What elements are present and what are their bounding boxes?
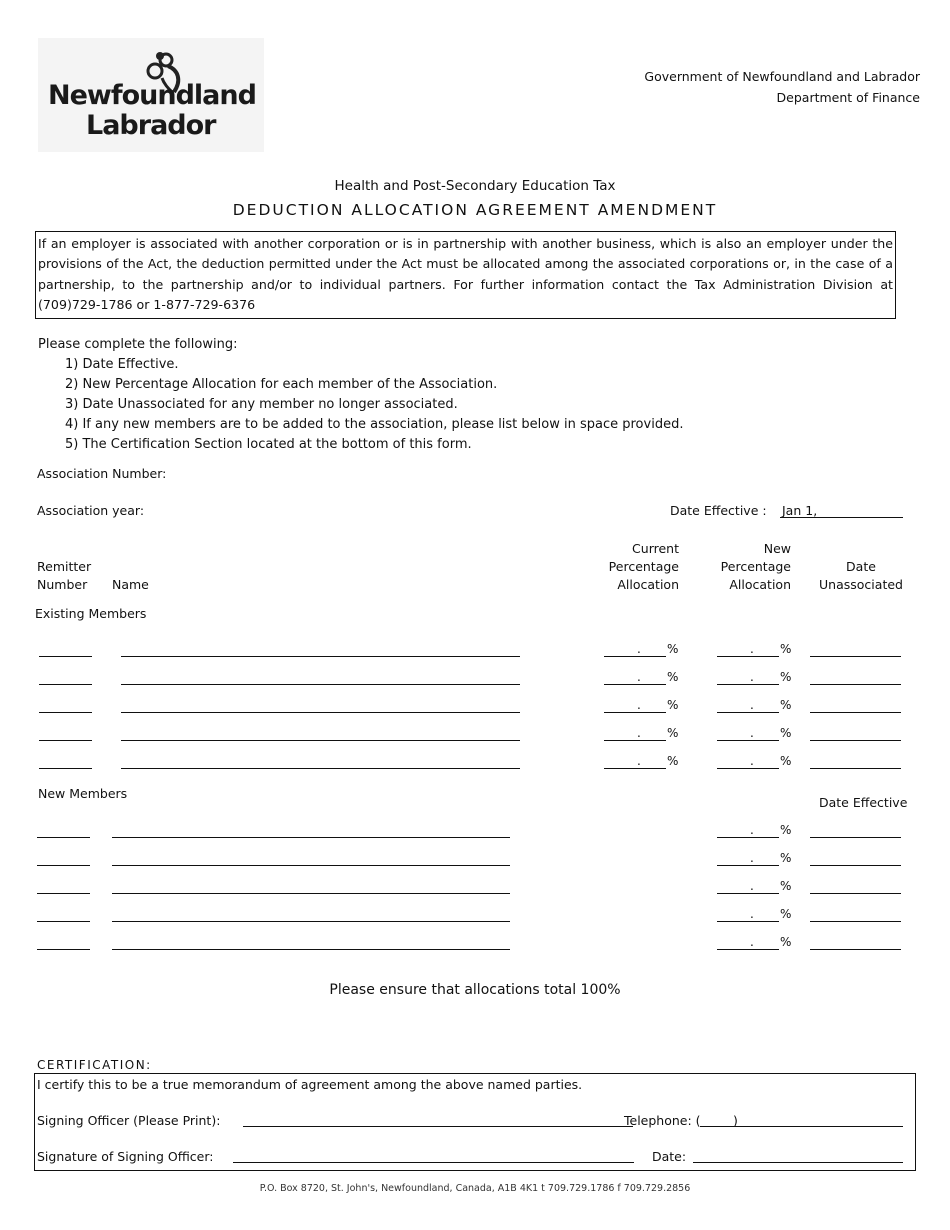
current-percentage-field[interactable] [604, 740, 666, 741]
new-percentage-field[interactable] [717, 656, 779, 657]
member-name-field[interactable] [112, 893, 510, 894]
date-unassociated-field[interactable] [810, 656, 901, 657]
decimal-point: . [637, 642, 641, 656]
logo [38, 38, 264, 152]
notice-box: If an employer is associated with another corporation or is in partnership with another business, which is also an employer under the provisions of the Act, the deduction permitted under the Act must be allocated among the associated corporations or, in the case of a partnership, to the partnership and/or to individual partners. For further information contact the Tax Administration Division at (709)729-1786 or 1-877-729-6376 [35, 231, 896, 319]
new-percentage-field[interactable] [717, 768, 779, 769]
decimal-point: . [637, 698, 641, 712]
member-name-field[interactable] [112, 837, 510, 838]
date-unassociated-field[interactable] [810, 768, 901, 769]
instruction-item: 1) Date Effective. [65, 357, 179, 372]
member-name-field[interactable] [121, 768, 520, 769]
instruction-item: 4) If any new members are to be added to the association, please list below in space provided. [65, 417, 684, 432]
date-unassociated-field[interactable] [810, 684, 901, 685]
new-percentage-field[interactable] [717, 712, 779, 713]
date-effective-field[interactable] [810, 893, 901, 894]
remitter-number-field[interactable] [39, 740, 92, 741]
current-allocation-header: Current Percentage Allocation [608, 541, 679, 592]
current-percentage-field[interactable] [604, 684, 666, 685]
date-effective-field[interactable] [810, 865, 901, 866]
new-percentage-field[interactable] [717, 865, 779, 866]
member-name-field[interactable] [121, 740, 520, 741]
name-header: Name [112, 577, 149, 592]
member-name-field[interactable] [112, 949, 510, 950]
department-name: Department of Finance [776, 90, 920, 105]
decimal-point: . [637, 726, 641, 740]
association-year-label: Association year: [37, 503, 145, 518]
telephone-field[interactable] [700, 1126, 903, 1127]
new-percentage-field[interactable] [717, 921, 779, 922]
remitter-number-field[interactable] [39, 768, 92, 769]
footer-address: P.O. Box 8720, St. John's, Newfoundland, Canada, A1B 4K1 t 709.729.1786 f 709.729.2856 [259, 1183, 691, 1194]
percent-sign: % [667, 642, 679, 656]
new-percentage-field[interactable] [717, 893, 779, 894]
decimal-point: . [750, 879, 754, 893]
signature-label: Signature of Signing Officer: [37, 1149, 214, 1164]
existing-members-label: Existing Members [35, 606, 147, 621]
form-title: DEDUCTION ALLOCATION AGREEMENT AMENDMENT [232, 201, 718, 219]
decimal-point: . [750, 642, 754, 656]
decimal-point: . [750, 698, 754, 712]
instruction-item: 2) New Percentage Allocation for each member of the Association. [65, 377, 498, 392]
association-number-label: Association Number: [37, 466, 167, 481]
certification-statement: I certify this to be a true memorandum of agreement among the above named parties. [37, 1077, 583, 1092]
date-effective-value[interactable]: Jan 1, [782, 503, 818, 518]
decimal-point: . [750, 670, 754, 684]
new-allocation-header: New Percentage Allocation [720, 541, 791, 592]
remitter-header: Remitter Number [37, 559, 92, 592]
current-percentage-field[interactable] [604, 768, 666, 769]
new-percentage-field[interactable] [717, 740, 779, 741]
date-effective-field[interactable] [810, 837, 901, 838]
instruction-item: 5) The Certification Section located at the bottom of this form. [65, 437, 472, 452]
decimal-point: . [637, 670, 641, 684]
decimal-point: . [750, 907, 754, 921]
date-field[interactable] [693, 1162, 903, 1163]
remitter-number-field[interactable] [37, 893, 90, 894]
member-name-field[interactable] [121, 684, 520, 685]
decimal-point: . [750, 935, 754, 949]
form-subtitle: Health and Post-Secondary Education Tax [334, 178, 616, 194]
new-members-label: New Members [38, 786, 128, 801]
percent-sign: % [780, 642, 792, 656]
government-name: Government of Newfoundland and Labrador [644, 69, 920, 84]
member-name-field[interactable] [121, 656, 520, 657]
date-effective-field[interactable] [810, 949, 901, 950]
new-percentage-field[interactable] [717, 684, 779, 685]
telephone-close-paren: ) [733, 1113, 738, 1128]
signing-officer-field[interactable] [243, 1126, 633, 1127]
decimal-point: . [750, 823, 754, 837]
date-unassociated-field[interactable] [810, 712, 901, 713]
date-label: Date: [652, 1149, 687, 1164]
percent-sign: % [780, 935, 792, 949]
member-name-field[interactable] [112, 921, 510, 922]
percent-sign: % [667, 670, 679, 684]
percent-sign: % [780, 726, 792, 740]
new-percentage-field[interactable] [717, 837, 779, 838]
current-percentage-field[interactable] [604, 656, 666, 657]
new-percentage-field[interactable] [717, 949, 779, 950]
percent-sign: % [780, 670, 792, 684]
date-unassociated-header: Date Unassociated [819, 559, 903, 592]
remitter-number-field[interactable] [37, 837, 90, 838]
remitter-number-field[interactable] [39, 656, 92, 657]
member-name-field[interactable] [112, 865, 510, 866]
percent-sign: % [780, 698, 792, 712]
percent-sign: % [667, 698, 679, 712]
percent-sign: % [780, 754, 792, 768]
signature-field[interactable] [233, 1162, 634, 1163]
certification-heading: CERTIFICATION: [37, 1058, 152, 1072]
remitter-number-field[interactable] [37, 921, 90, 922]
logo-word-1: Newfoundland [48, 80, 256, 111]
decimal-point: . [637, 754, 641, 768]
percent-sign: % [667, 754, 679, 768]
date-effective-field[interactable] [810, 921, 901, 922]
date-effective-field[interactable] [780, 517, 903, 518]
telephone-label: Telephone: ( [624, 1113, 701, 1128]
member-name-field[interactable] [121, 712, 520, 713]
remitter-number-field[interactable] [37, 949, 90, 950]
percent-sign: % [667, 726, 679, 740]
decimal-point: . [750, 754, 754, 768]
remitter-number-field[interactable] [37, 865, 90, 866]
signing-officer-label: Signing Officer (Please Print): [37, 1113, 221, 1128]
instruction-item: 3) Date Unassociated for any member no longer associated. [65, 397, 458, 412]
percent-sign: % [780, 823, 792, 837]
decimal-point: . [750, 851, 754, 865]
date-unassociated-field[interactable] [810, 740, 901, 741]
new-date-effective-header: Date Effective [819, 795, 908, 810]
percent-sign: % [780, 879, 792, 893]
allocation-note: Please ensure that allocations total 100% [329, 982, 621, 998]
remitter-number-field[interactable] [39, 684, 92, 685]
percent-sign: % [780, 907, 792, 921]
remitter-number-field[interactable] [39, 712, 92, 713]
current-percentage-field[interactable] [604, 712, 666, 713]
date-effective-label: Date Effective : [670, 503, 767, 518]
logo-word-2: Labrador [86, 110, 216, 141]
decimal-point: . [750, 726, 754, 740]
percent-sign: % [780, 851, 792, 865]
instructions-intro: Please complete the following: [38, 337, 238, 352]
